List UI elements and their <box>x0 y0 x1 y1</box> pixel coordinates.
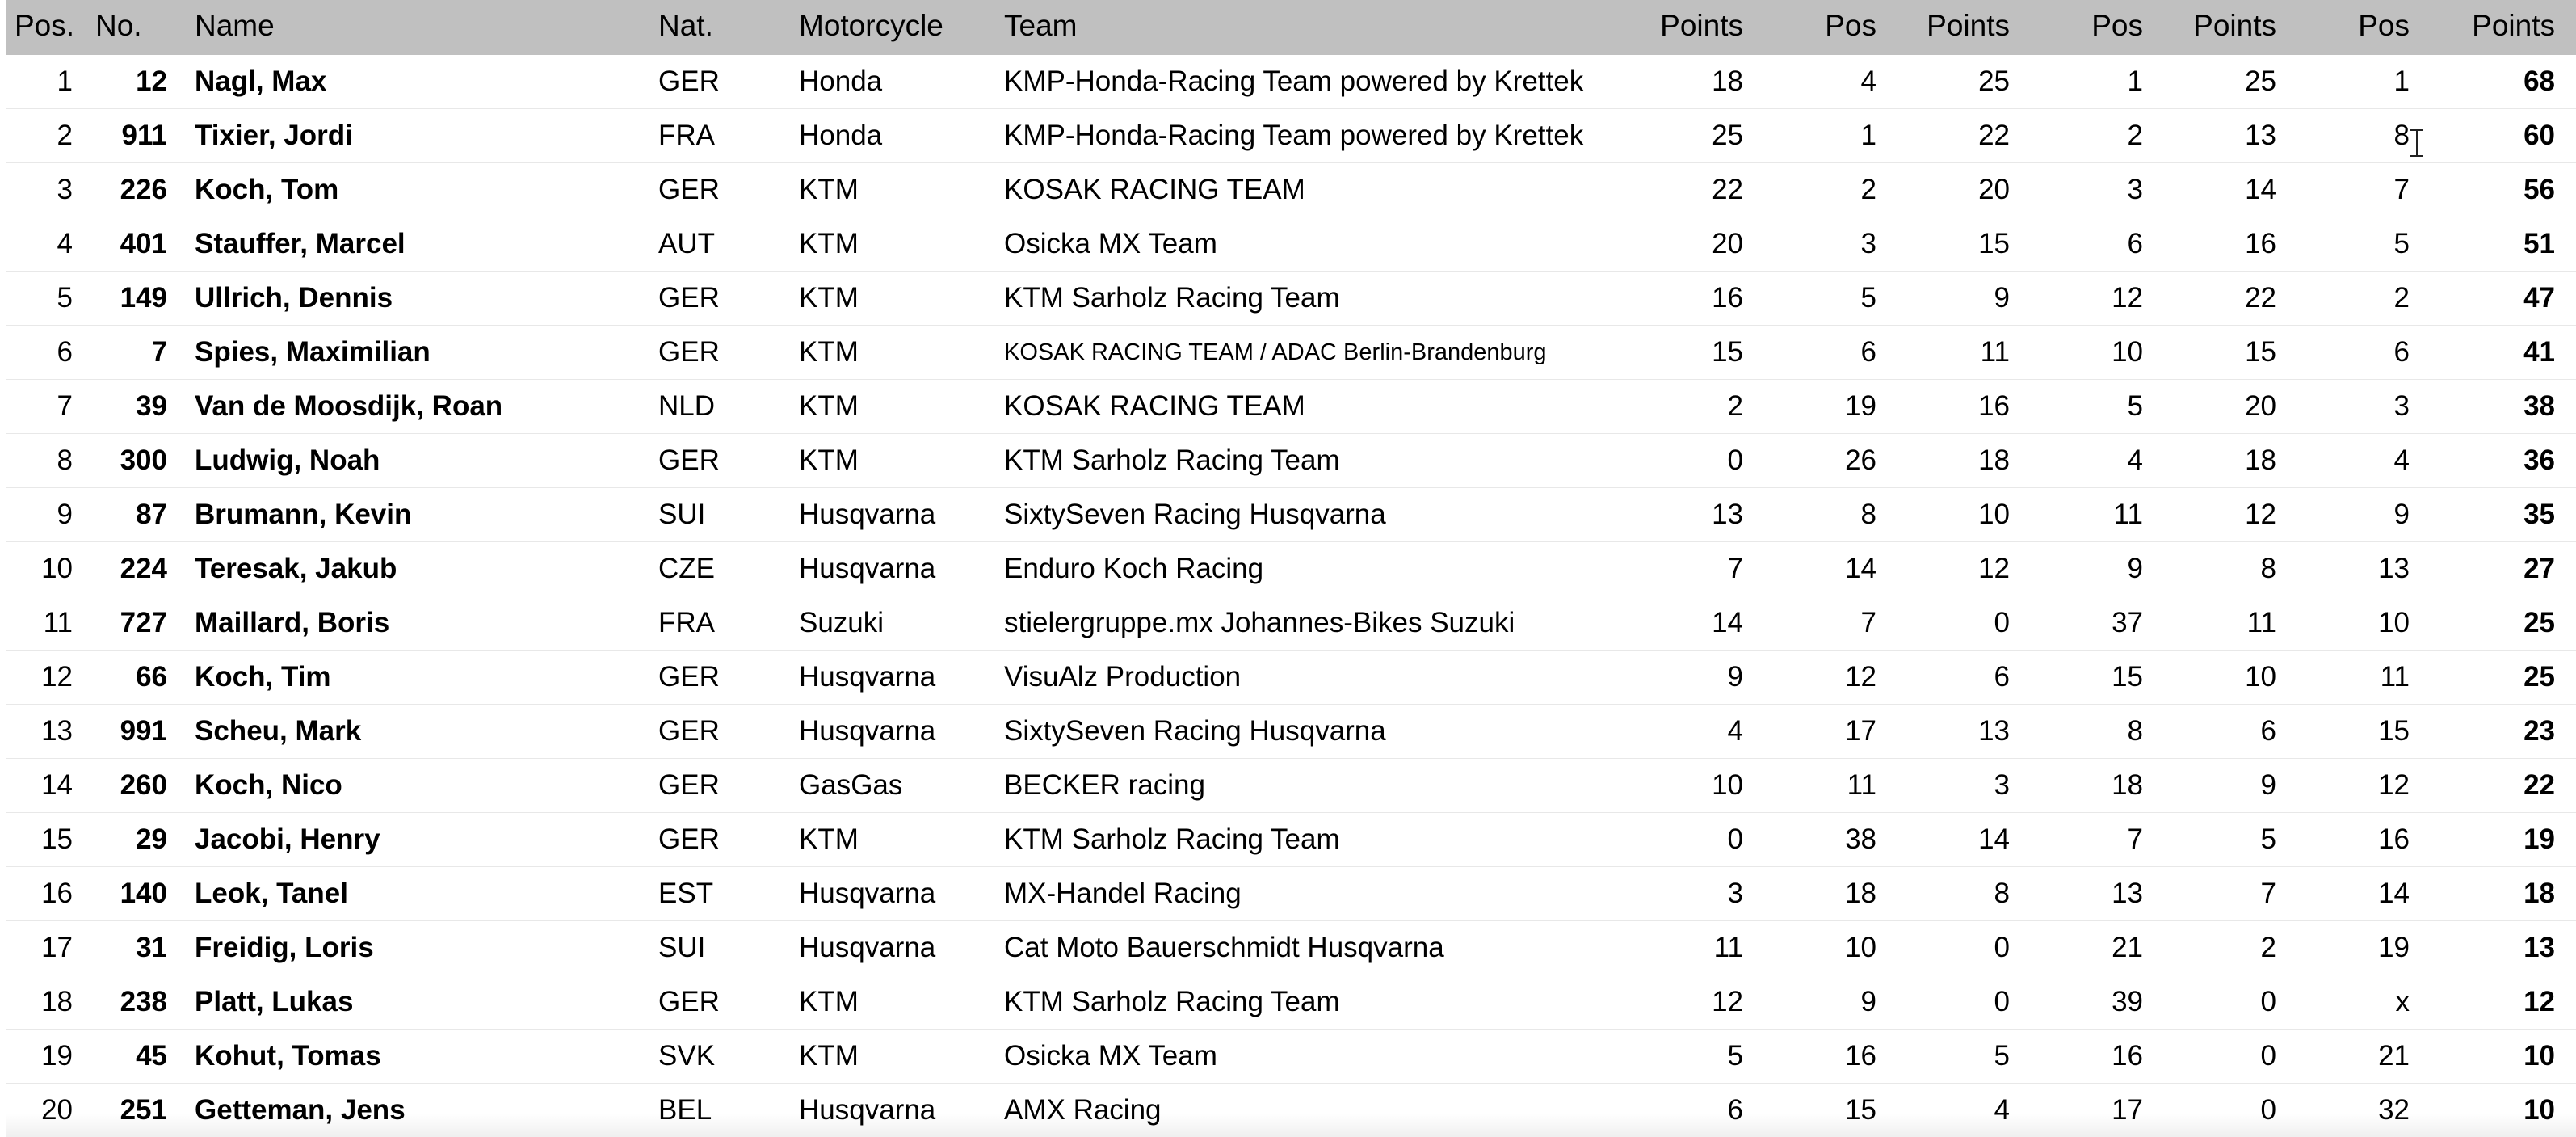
row-nationality: GER <box>655 975 796 1030</box>
row-pos-4: 19 <box>2292 921 2426 975</box>
row-position: 14 <box>6 759 87 813</box>
row-total-points: 38 <box>2426 380 2576 434</box>
row-position: 10 <box>6 542 87 596</box>
row-points-3: 16 <box>2159 217 2292 272</box>
row-pos-4: 13 <box>2292 542 2426 596</box>
row-pos-3: 37 <box>2026 596 2159 651</box>
row-pos-4: x <box>2292 975 2426 1030</box>
row-rider-number: 224 <box>87 542 180 596</box>
row-pos-3: 9 <box>2026 542 2159 596</box>
row-points-2: 10 <box>1893 488 2026 542</box>
row-pos-3: 11 <box>2026 488 2159 542</box>
row-motorcycle: Suzuki <box>796 596 1001 651</box>
row-pos-2: 12 <box>1759 651 1893 705</box>
row-motorcycle: Husqvarna <box>796 651 1001 705</box>
row-pos-3: 5 <box>2026 380 2159 434</box>
row-team: KMP-Honda-Racing Team powered by Krettek <box>1001 55 1626 109</box>
table-row[interactable] <box>6 1030 2576 1084</box>
row-points-3: 15 <box>2159 326 2292 380</box>
row-points-3: 20 <box>2159 380 2292 434</box>
row-nationality: FRA <box>655 596 796 651</box>
row-motorcycle: KTM <box>796 163 1001 217</box>
row-points-2: 14 <box>1893 813 2026 867</box>
row-pos-4: 3 <box>2292 380 2426 434</box>
row-points-3: 0 <box>2159 1030 2292 1084</box>
table-row[interactable] <box>6 380 2576 434</box>
row-points-3: 2 <box>2159 921 2292 975</box>
row-rider-number: 12 <box>87 55 180 109</box>
row-rider-number: 31 <box>87 921 180 975</box>
row-pos-3: 18 <box>2026 759 2159 813</box>
row-team: AMX Racing <box>1001 1084 1626 1137</box>
row-team: KMP-Honda-Racing Team powered by Krettek <box>1001 109 1626 163</box>
row-points-1: 16 <box>1626 272 1759 326</box>
row-position: 11 <box>6 596 87 651</box>
row-pos-4: 10 <box>2292 596 2426 651</box>
row-points-3: 8 <box>2159 542 2292 596</box>
row-points-3: 12 <box>2159 488 2292 542</box>
row-pos-3: 17 <box>2026 1084 2159 1137</box>
row-total-points: 23 <box>2426 705 2576 759</box>
row-rider-name: Getteman, Jens <box>180 1084 655 1137</box>
row-total-points: 12 <box>2426 975 2576 1030</box>
column-header-team[interactable]: Team <box>1001 0 1626 55</box>
row-rider-number: 260 <box>87 759 180 813</box>
row-rider-name: Van de Moosdijk, Roan <box>180 380 655 434</box>
row-team: Cat Moto Bauerschmidt Husqvarna <box>1001 921 1626 975</box>
row-points-1: 9 <box>1626 651 1759 705</box>
row-pos-3: 3 <box>2026 163 2159 217</box>
column-header-total-points[interactable]: Points <box>2426 0 2576 55</box>
row-position: 19 <box>6 1030 87 1084</box>
row-motorcycle: Honda <box>796 109 1001 163</box>
row-position: 13 <box>6 705 87 759</box>
row-team: Osicka MX Team <box>1001 217 1626 272</box>
row-total-points: 51 <box>2426 217 2576 272</box>
row-pos-4: 9 <box>2292 488 2426 542</box>
row-rider-number: 226 <box>87 163 180 217</box>
row-rider-name: Ludwig, Noah <box>180 434 655 488</box>
row-position: 18 <box>6 975 87 1030</box>
row-rider-name: Koch, Tim <box>180 651 655 705</box>
row-motorcycle: Husqvarna <box>796 921 1001 975</box>
table-row[interactable] <box>6 55 2576 109</box>
row-points-1: 0 <box>1626 434 1759 488</box>
row-total-points: 35 <box>2426 488 2576 542</box>
row-rider-number: 29 <box>87 813 180 867</box>
row-pos-3: 13 <box>2026 867 2159 921</box>
row-team: KTM Sarholz Racing Team <box>1001 272 1626 326</box>
row-pos-2: 4 <box>1759 55 1893 109</box>
row-team: KTM Sarholz Racing Team <box>1001 975 1626 1030</box>
row-team: KTM Sarholz Racing Team <box>1001 434 1626 488</box>
table-row[interactable] <box>6 163 2576 217</box>
row-total-points: 10 <box>2426 1030 2576 1084</box>
row-position: 2 <box>6 109 87 163</box>
row-points-3: 10 <box>2159 651 2292 705</box>
row-nationality: GER <box>655 759 796 813</box>
row-rider-name: Koch, Tom <box>180 163 655 217</box>
table-row[interactable] <box>6 759 2576 813</box>
row-rider-name: Leok, Tanel <box>180 867 655 921</box>
row-nationality: FRA <box>655 109 796 163</box>
row-motorcycle: KTM <box>796 1030 1001 1084</box>
row-team: SixtySeven Racing Husqvarna <box>1001 488 1626 542</box>
column-header-pos-4[interactable]: Pos <box>2292 0 2426 55</box>
column-header-points-1[interactable]: Points <box>1626 0 1759 55</box>
row-team: BECKER racing <box>1001 759 1626 813</box>
row-motorcycle: Husqvarna <box>796 705 1001 759</box>
row-points-3: 5 <box>2159 813 2292 867</box>
row-rider-name: Maillard, Boris <box>180 596 655 651</box>
row-total-points: 25 <box>2426 596 2576 651</box>
row-pos-3: 39 <box>2026 975 2159 1030</box>
row-points-2: 18 <box>1893 434 2026 488</box>
row-rider-number: 300 <box>87 434 180 488</box>
row-rider-number: 7 <box>87 326 180 380</box>
row-nationality: BEL <box>655 1084 796 1137</box>
row-points-3: 7 <box>2159 867 2292 921</box>
row-pos-2: 2 <box>1759 163 1893 217</box>
row-pos-4: 14 <box>2292 867 2426 921</box>
row-pos-3: 8 <box>2026 705 2159 759</box>
row-pos-2: 10 <box>1759 921 1893 975</box>
row-rider-number: 238 <box>87 975 180 1030</box>
row-nationality: GER <box>655 651 796 705</box>
row-points-1: 5 <box>1626 1030 1759 1084</box>
row-total-points: 25 <box>2426 651 2576 705</box>
row-total-points: 22 <box>2426 759 2576 813</box>
table-row[interactable] <box>6 596 2576 651</box>
row-pos-2: 19 <box>1759 380 1893 434</box>
table-row[interactable] <box>6 434 2576 488</box>
row-nationality: NLD <box>655 380 796 434</box>
row-points-2: 5 <box>1893 1030 2026 1084</box>
row-rider-number: 991 <box>87 705 180 759</box>
row-pos-4: 21 <box>2292 1030 2426 1084</box>
row-points-1: 14 <box>1626 596 1759 651</box>
row-rider-name: Tixier, Jordi <box>180 109 655 163</box>
row-points-2: 4 <box>1893 1084 2026 1137</box>
row-rider-name: Kohut, Tomas <box>180 1030 655 1084</box>
table-row[interactable] <box>6 651 2576 705</box>
row-total-points: 47 <box>2426 272 2576 326</box>
row-nationality: GER <box>655 272 796 326</box>
row-nationality: SUI <box>655 488 796 542</box>
row-pos-2: 9 <box>1759 975 1893 1030</box>
column-header-nationality[interactable]: Nat. <box>655 0 796 55</box>
row-position: 1 <box>6 55 87 109</box>
row-points-3: 11 <box>2159 596 2292 651</box>
row-motorcycle: KTM <box>796 380 1001 434</box>
row-nationality: CZE <box>655 542 796 596</box>
row-team: Osicka MX Team <box>1001 1030 1626 1084</box>
table-row[interactable] <box>6 1084 2576 1137</box>
row-points-2: 0 <box>1893 921 2026 975</box>
row-points-2: 0 <box>1893 975 2026 1030</box>
row-pos-2: 16 <box>1759 1030 1893 1084</box>
row-pos-3: 16 <box>2026 1030 2159 1084</box>
row-pos-2: 38 <box>1759 813 1893 867</box>
row-points-2: 9 <box>1893 272 2026 326</box>
row-rider-name: Ullrich, Dennis <box>180 272 655 326</box>
row-total-points: 36 <box>2426 434 2576 488</box>
row-total-points: 10 <box>2426 1084 2576 1137</box>
row-points-1: 10 <box>1626 759 1759 813</box>
row-points-3: 6 <box>2159 705 2292 759</box>
row-position: 17 <box>6 921 87 975</box>
row-points-1: 22 <box>1626 163 1759 217</box>
row-position: 4 <box>6 217 87 272</box>
row-rider-number: 727 <box>87 596 180 651</box>
table-row[interactable] <box>6 867 2576 921</box>
table-row[interactable] <box>6 326 2576 380</box>
row-motorcycle: Husqvarna <box>796 1084 1001 1137</box>
row-rider-name: Freidig, Loris <box>180 921 655 975</box>
row-points-3: 0 <box>2159 975 2292 1030</box>
row-nationality: GER <box>655 705 796 759</box>
row-position: 16 <box>6 867 87 921</box>
row-motorcycle: Honda <box>796 55 1001 109</box>
row-total-points: 68 <box>2426 55 2576 109</box>
row-position: 3 <box>6 163 87 217</box>
row-rider-number: 87 <box>87 488 180 542</box>
row-pos-4: 4 <box>2292 434 2426 488</box>
row-nationality: SUI <box>655 921 796 975</box>
row-nationality: SVK <box>655 1030 796 1084</box>
row-pos-4: 1 <box>2292 55 2426 109</box>
table-row[interactable] <box>6 542 2576 596</box>
row-points-1: 20 <box>1626 217 1759 272</box>
table-header <box>6 0 2576 55</box>
row-motorcycle: GasGas <box>796 759 1001 813</box>
column-header-number[interactable]: No. <box>87 0 180 55</box>
row-total-points: 56 <box>2426 163 2576 217</box>
table-row[interactable] <box>6 705 2576 759</box>
row-points-3: 13 <box>2159 109 2292 163</box>
column-header-name[interactable]: Name <box>180 0 655 55</box>
row-points-2: 8 <box>1893 867 2026 921</box>
table-row[interactable] <box>6 217 2576 272</box>
column-header-pos-2[interactable]: Pos <box>1759 0 1893 55</box>
row-team: KOSAK RACING TEAM <box>1001 380 1626 434</box>
row-total-points: 18 <box>2426 867 2576 921</box>
row-pos-3: 10 <box>2026 326 2159 380</box>
row-pos-3: 2 <box>2026 109 2159 163</box>
standings-table <box>6 0 2576 1137</box>
table-body <box>6 55 2576 1137</box>
row-total-points: 60 <box>2426 109 2576 163</box>
row-position: 8 <box>6 434 87 488</box>
row-total-points: 41 <box>2426 326 2576 380</box>
row-team: MX-Handel Racing <box>1001 867 1626 921</box>
row-pos-3: 15 <box>2026 651 2159 705</box>
row-pos-2: 11 <box>1759 759 1893 813</box>
column-header-points-2[interactable]: Points <box>1893 0 2026 55</box>
row-motorcycle: Husqvarna <box>796 542 1001 596</box>
row-team: Enduro Koch Racing <box>1001 542 1626 596</box>
row-points-1: 12 <box>1626 975 1759 1030</box>
row-points-3: 0 <box>2159 1084 2292 1137</box>
row-points-1: 7 <box>1626 542 1759 596</box>
row-rider-number: 140 <box>87 867 180 921</box>
row-pos-4: 32 <box>2292 1084 2426 1137</box>
row-nationality: AUT <box>655 217 796 272</box>
row-motorcycle: KTM <box>796 217 1001 272</box>
row-nationality: GER <box>655 813 796 867</box>
row-rider-name: Scheu, Mark <box>180 705 655 759</box>
row-motorcycle: KTM <box>796 813 1001 867</box>
row-points-1: 25 <box>1626 109 1759 163</box>
row-points-1: 13 <box>1626 488 1759 542</box>
row-position: 7 <box>6 380 87 434</box>
row-points-2: 20 <box>1893 163 2026 217</box>
row-points-2: 22 <box>1893 109 2026 163</box>
row-rider-name: Jacobi, Henry <box>180 813 655 867</box>
row-pos-2: 1 <box>1759 109 1893 163</box>
row-pos-3: 21 <box>2026 921 2159 975</box>
row-points-3: 9 <box>2159 759 2292 813</box>
row-pos-4: 6 <box>2292 326 2426 380</box>
row-pos-3: 1 <box>2026 55 2159 109</box>
row-points-1: 3 <box>1626 867 1759 921</box>
row-motorcycle: KTM <box>796 326 1001 380</box>
row-pos-2: 18 <box>1759 867 1893 921</box>
row-points-2: 0 <box>1893 596 2026 651</box>
row-rider-name: Platt, Lukas <box>180 975 655 1030</box>
row-rider-name: Brumann, Kevin <box>180 488 655 542</box>
row-motorcycle: KTM <box>796 272 1001 326</box>
row-rider-name: Spies, Maximilian <box>180 326 655 380</box>
row-points-2: 25 <box>1893 55 2026 109</box>
table-row[interactable] <box>6 109 2576 163</box>
row-points-2: 6 <box>1893 651 2026 705</box>
row-position: 15 <box>6 813 87 867</box>
row-points-3: 14 <box>2159 163 2292 217</box>
row-team: SixtySeven Racing Husqvarna <box>1001 705 1626 759</box>
table-row[interactable] <box>6 813 2576 867</box>
row-team: KOSAK RACING TEAM <box>1001 163 1626 217</box>
row-team: VisuAlz Production <box>1001 651 1626 705</box>
column-header-pos-3[interactable]: Pos <box>2026 0 2159 55</box>
column-header-motorcycle[interactable]: Motorcycle <box>796 0 1001 55</box>
row-pos-2: 6 <box>1759 326 1893 380</box>
row-points-1: 6 <box>1626 1084 1759 1137</box>
table-row[interactable] <box>6 975 2576 1030</box>
header-row <box>6 0 2576 55</box>
row-total-points: 19 <box>2426 813 2576 867</box>
row-pos-4: 8 <box>2292 109 2426 163</box>
row-motorcycle: Husqvarna <box>796 488 1001 542</box>
row-pos-4: 7 <box>2292 163 2426 217</box>
column-header-points-3[interactable]: Points <box>2159 0 2292 55</box>
row-position: 5 <box>6 272 87 326</box>
row-position: 12 <box>6 651 87 705</box>
row-points-1: 2 <box>1626 380 1759 434</box>
row-pos-4: 12 <box>2292 759 2426 813</box>
row-pos-4: 5 <box>2292 217 2426 272</box>
row-points-1: 18 <box>1626 55 1759 109</box>
row-pos-4: 2 <box>2292 272 2426 326</box>
row-pos-2: 8 <box>1759 488 1893 542</box>
row-position: 20 <box>6 1084 87 1137</box>
row-points-1: 0 <box>1626 813 1759 867</box>
row-points-2: 15 <box>1893 217 2026 272</box>
row-rider-name: Nagl, Max <box>180 55 655 109</box>
table-row[interactable] <box>6 272 2576 326</box>
row-pos-4: 11 <box>2292 651 2426 705</box>
row-pos-2: 3 <box>1759 217 1893 272</box>
row-points-1: 11 <box>1626 921 1759 975</box>
row-total-points: 13 <box>2426 921 2576 975</box>
row-pos-3: 4 <box>2026 434 2159 488</box>
row-total-points: 27 <box>2426 542 2576 596</box>
row-points-3: 25 <box>2159 55 2292 109</box>
row-rider-number: 39 <box>87 380 180 434</box>
row-points-1: 15 <box>1626 326 1759 380</box>
row-position: 9 <box>6 488 87 542</box>
row-motorcycle: Husqvarna <box>796 867 1001 921</box>
row-position: 6 <box>6 326 87 380</box>
row-team: stielergruppe.mx Johannes-Bikes Suzuki <box>1001 596 1626 651</box>
row-rider-number: 66 <box>87 651 180 705</box>
row-rider-number: 911 <box>87 109 180 163</box>
column-header-position[interactable]: Pos. <box>6 0 87 55</box>
row-nationality: GER <box>655 55 796 109</box>
row-points-2: 3 <box>1893 759 2026 813</box>
row-points-1: 4 <box>1626 705 1759 759</box>
row-nationality: GER <box>655 326 796 380</box>
row-pos-2: 7 <box>1759 596 1893 651</box>
row-nationality: EST <box>655 867 796 921</box>
row-motorcycle: KTM <box>796 434 1001 488</box>
row-points-3: 22 <box>2159 272 2292 326</box>
row-pos-4: 15 <box>2292 705 2426 759</box>
row-points-2: 11 <box>1893 326 2026 380</box>
row-rider-number: 401 <box>87 217 180 272</box>
row-team: KOSAK RACING TEAM / ADAC Berlin-Brandenburg <box>1001 326 1626 380</box>
row-motorcycle: KTM <box>796 975 1001 1030</box>
row-rider-number: 251 <box>87 1084 180 1137</box>
row-pos-2: 15 <box>1759 1084 1893 1137</box>
table-row[interactable] <box>6 488 2576 542</box>
row-pos-2: 5 <box>1759 272 1893 326</box>
row-nationality: GER <box>655 434 796 488</box>
row-pos-2: 17 <box>1759 705 1893 759</box>
row-pos-3: 6 <box>2026 217 2159 272</box>
row-pos-2: 14 <box>1759 542 1893 596</box>
row-points-2: 16 <box>1893 380 2026 434</box>
row-nationality: GER <box>655 163 796 217</box>
row-rider-name: Stauffer, Marcel <box>180 217 655 272</box>
row-pos-4: 16 <box>2292 813 2426 867</box>
row-pos-3: 12 <box>2026 272 2159 326</box>
row-rider-name: Teresak, Jakub <box>180 542 655 596</box>
row-pos-3: 7 <box>2026 813 2159 867</box>
row-rider-number: 149 <box>87 272 180 326</box>
row-pos-2: 26 <box>1759 434 1893 488</box>
row-team: KTM Sarholz Racing Team <box>1001 813 1626 867</box>
row-points-3: 18 <box>2159 434 2292 488</box>
row-points-2: 12 <box>1893 542 2026 596</box>
row-points-2: 13 <box>1893 705 2026 759</box>
row-rider-number: 45 <box>87 1030 180 1084</box>
table-row[interactable] <box>6 921 2576 975</box>
row-rider-name: Koch, Nico <box>180 759 655 813</box>
